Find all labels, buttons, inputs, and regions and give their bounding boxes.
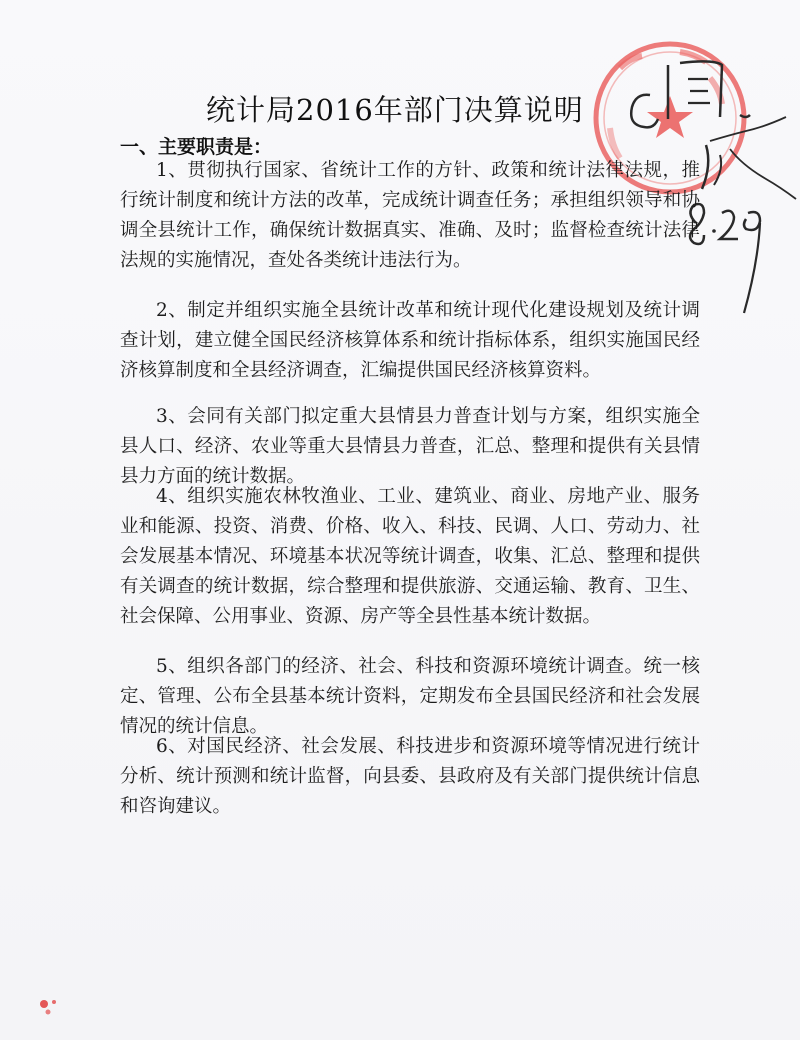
duty-paragraph-5: 5、组织各部门的经济、社会、科技和资源环境统计调查。统一核定、管理、公布全县基本统计资料，定期发布全县国民经济和社会发展情况的统计信息。: [120, 656, 700, 737]
duty-paragraph-1: 1、贯彻执行国家、省统计工作的方针、政策和统计法律法规，推行统计制度和统计方法的改革，完成统计调查任务；承担组织领导和协调全县统计工作，确保统计数据真实、准确、及时；监督检查统计法律法规的实施情况，查处各类统计违法行为。: [120, 160, 700, 271]
duty-paragraph-4: 4、组织实施农林牧渔业、工业、建筑业、商业、房地产业、服务业和能源、投资、消费、价格、收入、科技、民调、人口、劳动力、社会发展基本情况、环境基本状况等统计调查，收集、汇总、整理和提供有关调查的统计数据，综合整理和提供旅游、交通运输、教育、卫生、社会保障、公用事业、资源、房产等全县性基本统计数据。: [120, 486, 700, 627]
section-heading: 一、主要职责是：: [120, 136, 273, 158]
duty-paragraph-2: 2、制定并组织实施全县统计改革和统计现代化建设规划及统计调查计划，建立健全国民经济核算体系和统计指标体系，组织实施国民经济核算制度和全县经济调查，汇编提供国民经济核算资料。: [120, 300, 700, 381]
document-title: 统计局2016年部门决算说明: [206, 93, 584, 127]
ink-stain-mark: [30, 990, 80, 1020]
duty-paragraph-3: 3、会同有关部门拟定重大县情县力普查计划与方案，组织实施全县人口、经济、农业等重大县情县力普查，汇总、整理和提供有关县情县力方面的统计数据。: [120, 406, 700, 487]
duty-paragraph-6: 6、对国民经济、社会发展、科技进步和资源环境等情况进行统计分析、统计预测和统计监督，向县委、县政府及有关部门提供统计信息和咨询建议。: [120, 736, 700, 817]
